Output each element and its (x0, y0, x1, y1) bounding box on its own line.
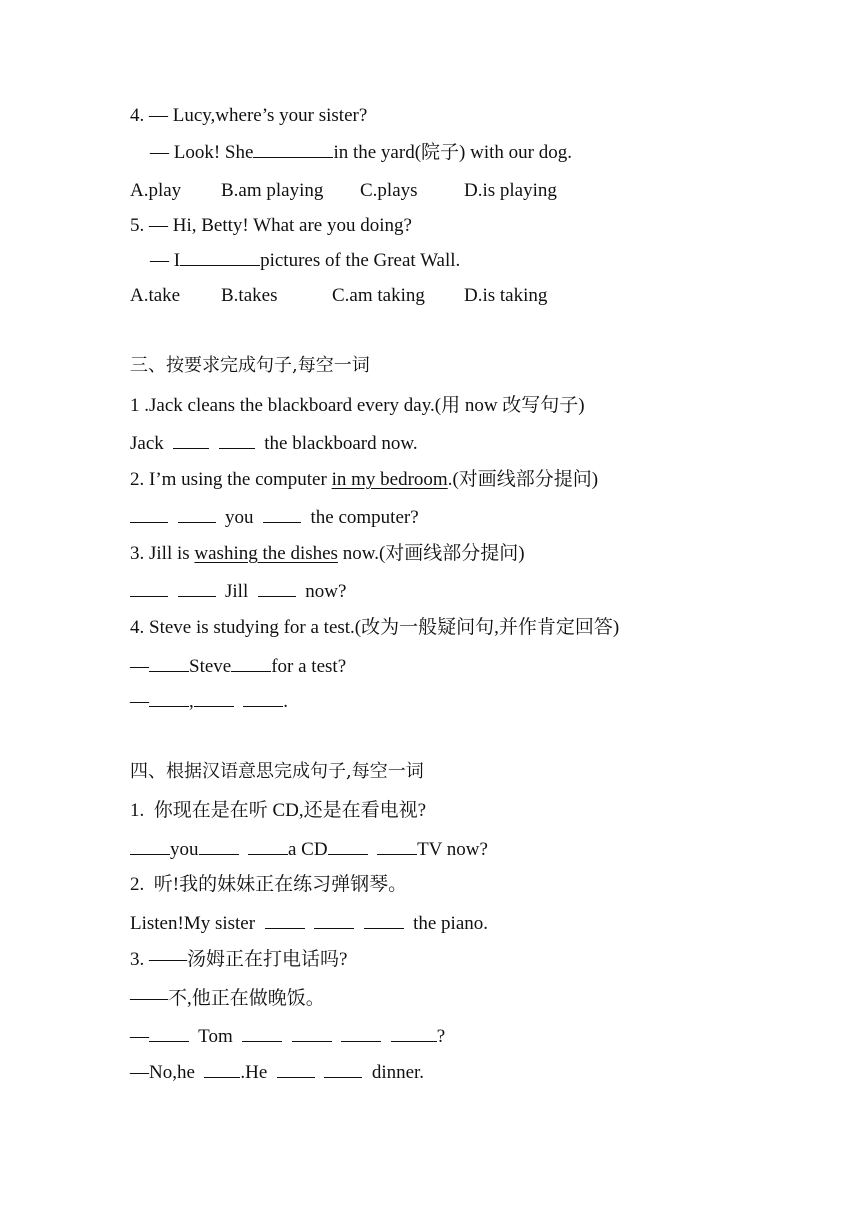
answer-blank[interactable] (248, 839, 288, 855)
s3-item1-question: 1 .Jack cleans the blackboard every day.(用 now 改写句子) (130, 395, 585, 416)
s4-item2-pre: Listen!My sister (130, 913, 256, 934)
q4-option-a[interactable]: A.play (130, 180, 182, 201)
s3-item4-answer1 (130, 655, 346, 679)
s3-item2-pre: 2. I’m using the computer (130, 469, 332, 490)
answer-blank[interactable] (180, 250, 260, 266)
answer-blank[interactable] (130, 507, 168, 523)
s3-item3-pre: 3. Jill is (130, 543, 195, 564)
s3-item2-underlined: in my bedroom (331, 469, 448, 490)
s3-item4-question: 4. Steve is studying for a test.(改为一般疑问句,并作肯定回答) (130, 617, 620, 638)
s4-item2-question: 2. 听!我的妹妹正在练习弹钢琴。 (130, 874, 408, 895)
answer-blank[interactable] (173, 433, 209, 449)
s4-item1-w1: you (170, 839, 199, 860)
s3-item1-post: the blackboard now. (264, 433, 418, 454)
answer-blank[interactable] (149, 656, 189, 672)
q4-prompt: 4. — Lucy,where’s your sister? (130, 105, 368, 126)
s4-item3-question2: ——不,他正在做晚饭。 (130, 988, 325, 1009)
answer-blank[interactable] (263, 507, 301, 523)
s4-item3-he: .He (240, 1062, 268, 1083)
s3-item2-answer (130, 506, 419, 530)
q5-prompt: 5. — Hi, Betty! What are you doing? (130, 215, 412, 236)
q4-answer-line (150, 141, 572, 165)
answer-blank[interactable] (204, 1062, 240, 1078)
s4-item3-tom: Tom (198, 1026, 233, 1047)
answer-blank[interactable] (341, 1026, 381, 1042)
answer-blank[interactable] (314, 913, 354, 929)
q5-option-c[interactable]: C.am taking (332, 285, 425, 306)
s3-item4-post: for a test? (271, 656, 347, 677)
s3-item3-mid: Jill (225, 581, 249, 602)
period: . (283, 691, 288, 712)
answer-blank[interactable] (149, 1026, 189, 1042)
answer-blank[interactable] (265, 913, 305, 929)
answer-blank[interactable] (377, 839, 417, 855)
s4-item3-no-he: —No,he (130, 1062, 195, 1083)
answer-blank[interactable] (277, 1062, 315, 1078)
s4-item1-answer (130, 838, 488, 862)
dash: — (130, 691, 149, 712)
answer-blank[interactable] (328, 839, 368, 855)
s4-item3-answer1 (130, 1025, 445, 1049)
question-mark: ? (436, 1026, 446, 1047)
s3-item1-pre: Jack (130, 433, 164, 454)
section-3-heading: 三、按要求完成句子,每空一词 (130, 355, 370, 376)
s3-item3-answer (130, 580, 346, 604)
s3-item3-post: now.(对画线部分提问) (337, 543, 525, 564)
answer-blank[interactable] (253, 142, 333, 158)
s3-item4-mid: Steve (189, 656, 232, 677)
q4-line-pre: — Look! She (150, 142, 254, 163)
answer-blank[interactable] (194, 691, 234, 707)
q5-option-d[interactable]: D.is taking (464, 285, 548, 306)
answer-blank[interactable] (178, 581, 216, 597)
answer-blank[interactable] (130, 581, 168, 597)
s3-item3-post-answer: now? (305, 581, 347, 602)
q5-line-pre: — I (150, 250, 181, 271)
s4-item3-dinner: dinner. (371, 1062, 425, 1083)
s4-item2-post: the piano. (413, 913, 489, 934)
q5-line-post: pictures of the Great Wall. (260, 250, 461, 271)
q4-line-post: in the yard(院子) with our dog. (333, 142, 572, 163)
s4-item1-w3: TV now? (417, 839, 488, 860)
s3-item4-answer2 (130, 690, 288, 714)
s4-item3-question: 3. ——汤姆正在打电话吗? (130, 949, 348, 970)
s3-item3-question (130, 542, 525, 566)
s3-item1-answer (130, 432, 418, 456)
s3-item2-post-answer: the computer? (310, 507, 419, 528)
s4-item1-w2: a CD (288, 839, 328, 860)
answer-blank[interactable] (364, 913, 404, 929)
comma: , (189, 691, 194, 712)
s3-item2-mid: you (225, 507, 254, 528)
q5-option-b[interactable]: B.takes (221, 285, 278, 306)
s3-item2-post: .(对画线部分提问) (447, 469, 599, 490)
answer-blank[interactable] (243, 691, 283, 707)
answer-blank[interactable] (149, 691, 189, 707)
s4-item1-question: 1. 你现在是在听 CD,还是在看电视? (130, 800, 427, 821)
q4-option-d[interactable]: D.is playing (464, 180, 557, 201)
answer-blank[interactable] (178, 507, 216, 523)
q5-option-a[interactable]: A.take (130, 285, 181, 306)
answer-blank[interactable] (391, 1026, 437, 1042)
answer-blank[interactable] (130, 839, 170, 855)
answer-blank[interactable] (324, 1062, 362, 1078)
answer-blank[interactable] (199, 839, 239, 855)
s3-item3-underlined: washing the dishes (194, 543, 338, 564)
dash: — (130, 1026, 149, 1047)
answer-blank[interactable] (258, 581, 296, 597)
dash: — (130, 656, 149, 677)
q4-option-b[interactable]: B.am playing (221, 180, 324, 201)
q4-option-c[interactable]: C.plays (360, 180, 418, 201)
s3-item2-question (130, 468, 598, 492)
answer-blank[interactable] (231, 656, 271, 672)
q5-answer-line (150, 249, 460, 273)
s4-item3-answer2 (130, 1061, 424, 1085)
answer-blank[interactable] (219, 433, 255, 449)
section-4-heading: 四、根据汉语意思完成句子,每空一词 (130, 761, 424, 782)
answer-blank[interactable] (292, 1026, 332, 1042)
s4-item2-answer (130, 912, 488, 936)
answer-blank[interactable] (242, 1026, 282, 1042)
